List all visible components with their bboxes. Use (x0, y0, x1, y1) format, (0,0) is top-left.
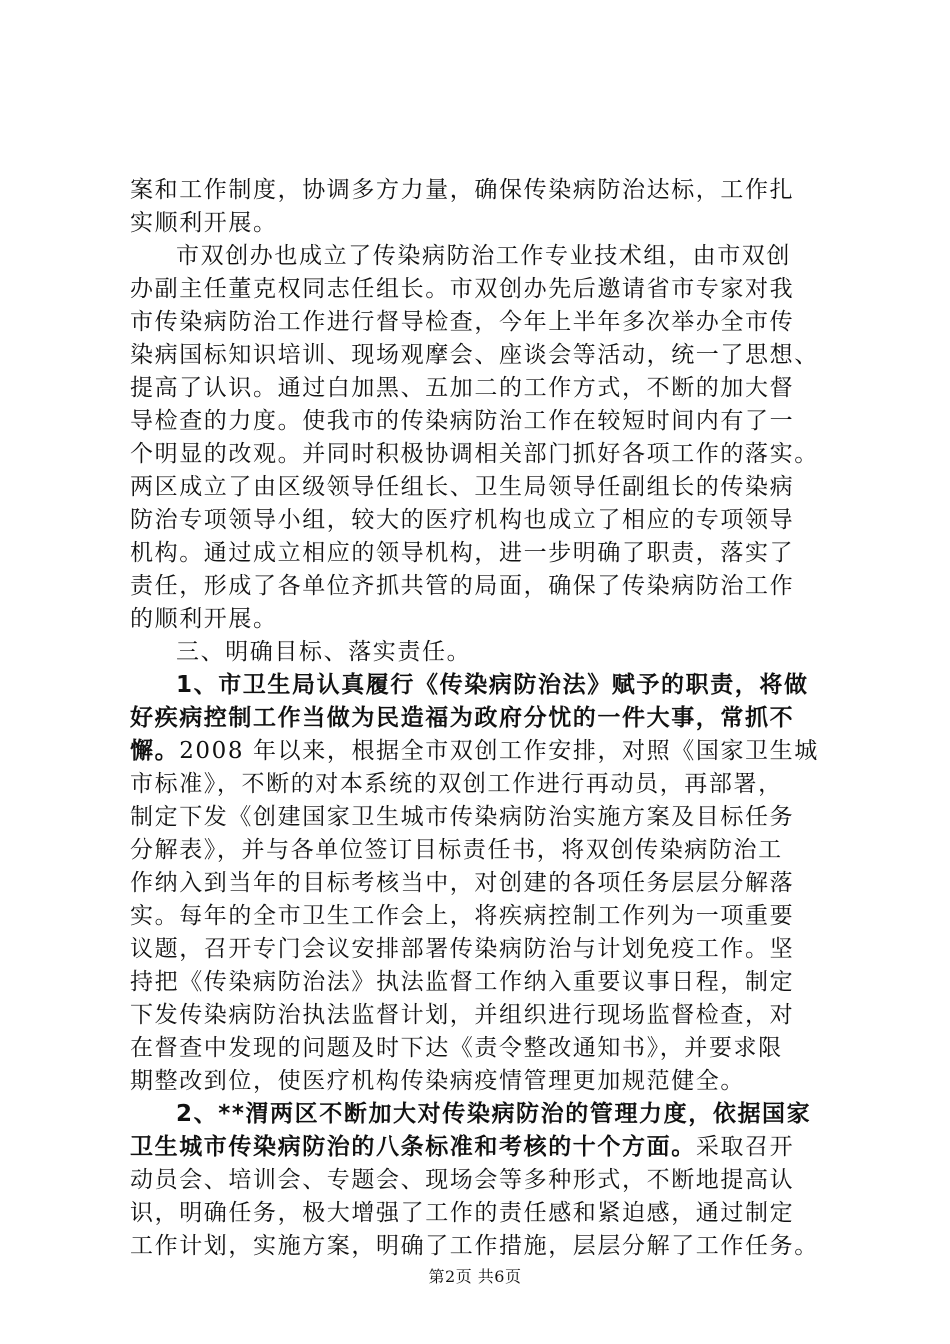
paragraph-2-line-2: 办副主任董克权同志任组长。市双创办先后邀请省市专家对我 (130, 276, 795, 302)
paragraph-2-line-4: 染病国标知识培训、现场观摩会、座谈会等活动，统一了思想、 (130, 342, 819, 368)
paragraph-3-line-8: 实。每年的全市卫生工作会上，将疾病控制工作列为一项重要 (130, 903, 795, 929)
paragraph-4-text-start: 采取召开 (695, 1134, 795, 1160)
paragraph-2-line-9: 防治专项领导小组，较大的医疗机构也成立了相应的专项领导 (130, 507, 795, 533)
paragraph-1-line-2: 实顺利开展。 (130, 210, 278, 236)
paragraph-3-line-10: 持把《传染病防治法》执法监督工作纳入重要议事日程，制定 (130, 969, 795, 995)
paragraph-3-line-6: 分解表》，并与各单位签订目标责任书，将双创传染病防治工 (130, 837, 783, 863)
paragraph-2-line-3: 市传染病防治工作进行督导检查，今年上半年多次举办全市传 (130, 309, 795, 335)
paragraph-1-line-1: 案和工作制度，协调多方力量，确保传染病防治达标，工作扎 (130, 177, 795, 203)
paragraph-3-line-5: 制定下发《创建国家卫生城市传染病防治实施方案及目标任务 (130, 804, 795, 830)
paragraph-4-line-3: 动员会、培训会、专题会、现场会等多种形式，不断地提高认 (130, 1167, 795, 1193)
paragraph-2-line-6: 导检查的力度。使我市的传染病防治工作在较短时间内有了一 (130, 408, 795, 434)
paragraph-2-line-7: 个明显的改观。并同时积极协调相关部门抓好各项工作的落实。 (130, 441, 819, 467)
paragraph-4-line-5: 工作计划，实施方案，明确了工作措施，层层分解了工作任务。 (130, 1233, 819, 1259)
paragraph-3-line-13: 期整改到位，使医疗机构传染病疫情管理更加规范健全。 (130, 1068, 745, 1094)
paragraph-4-line-4: 识，明确任务，极大增强了工作的责任感和紧迫感，通过制定 (130, 1200, 795, 1226)
paragraph-3-line-12: 在督查中发现的问题及时下达《责令整改通知书》，并要求限 (130, 1035, 783, 1061)
page-footer: 第2页 共6页 (428, 1267, 522, 1286)
section-heading-3: 三、明确目标、落实责任。 (176, 639, 472, 665)
paragraph-2-line-1: 市双创办也成立了传染病防治工作专业技术组，由市双创 (176, 243, 791, 269)
paragraph-4-line-2 (130, 1132, 794, 1162)
paragraph-2-line-10: 机构。通过成立相应的领导机构，进一步明确了职责，落实了 (130, 540, 795, 566)
paragraph-3-bold-line-1: 1、市卫生局认真履行《传染病防治法》赋予的职责，将做 (176, 672, 809, 698)
paragraph-3-bold-tail: 懈。 (130, 738, 180, 764)
paragraph-3-line-9: 议题，召开专门会议安排部署传染病防治与计划免疫工作。坚 (130, 936, 795, 962)
paragraph-3-line-11: 下发传染病防治执法监督计划，并组织进行现场监督检查，对 (130, 1002, 795, 1028)
paragraph-2-line-11: 责任，形成了各单位齐抓共管的局面，确保了传染病防治工作 (130, 573, 795, 599)
paragraph-3-line-7: 作纳入到当年的目标考核当中，对创建的各项任务层层分解落 (130, 870, 795, 896)
paragraph-3-line-3 (130, 736, 819, 766)
paragraph-2-line-8: 两区成立了由区级领导任组长、卫生局领导任副组长的传染病 (130, 474, 795, 500)
paragraph-3-line-4: 市标准》，不断的对本系统的双创工作进行再动员，再部署， (130, 771, 783, 797)
paragraph-2-line-5: 提高了认识。通过白加黑、五加二的工作方式，不断的加大督 (130, 375, 795, 401)
paragraph-2-line-12: 的顺利开展。 (130, 606, 278, 632)
paragraph-4-bold-tail: 卫生城市传染病防治的八条标准和考核的十个方面。 (130, 1134, 696, 1160)
paragraph-4-bold-line-1: 2、**渭两区不断加大对传染病防治的管理力度，依据国家 (176, 1101, 812, 1127)
paragraph-3-bold-line-2: 好疾病控制工作当做为民造福为政府分忧的一件大事，常抓不 (130, 705, 795, 731)
paragraph-3-text-start: 2008 年以来，根据全市双创工作安排，对照《国家卫生城 (179, 738, 819, 764)
